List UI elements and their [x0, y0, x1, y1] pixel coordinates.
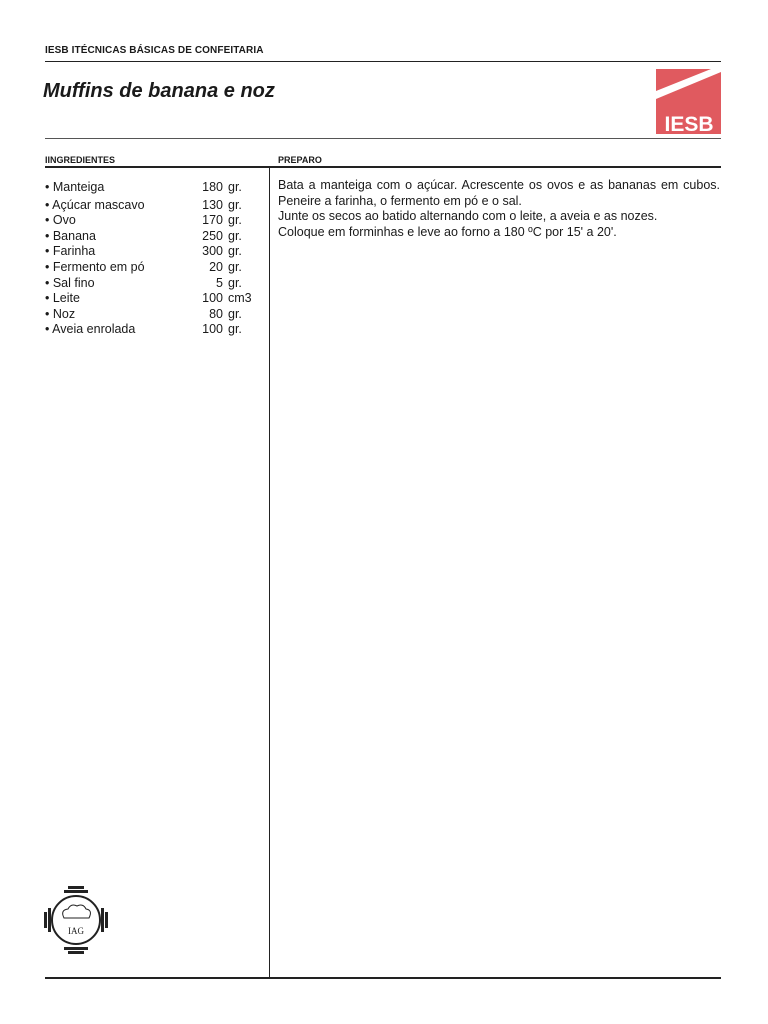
ingredient-item — [45, 180, 265, 196]
recipe-title: Muffins de banana e noz — [43, 80, 275, 102]
preparation-step: Coloque em forminhas e leve ao forno a 180 ºC por 15' a 20'. — [278, 224, 617, 239]
ingredient-unit: gr. — [228, 259, 242, 274]
preparation-text — [278, 178, 720, 240]
header-divider — [45, 61, 721, 62]
title-divider — [45, 138, 721, 139]
ingredient-unit: gr. — [228, 275, 242, 290]
ingredient-item — [45, 213, 265, 229]
column-divider — [269, 166, 270, 978]
iag-seal-logo — [42, 884, 110, 956]
ingredient-unit: gr. — [228, 197, 242, 212]
ingredient-name: • Banana — [45, 228, 96, 243]
preparation-step: Peneire a farinha, o fermento em pó e o sal. — [278, 193, 522, 208]
ingredient-item — [45, 260, 265, 276]
ingredient-unit: gr. — [228, 322, 242, 337]
preparation-heading: PREPARO — [278, 155, 322, 165]
iesb-logo — [656, 69, 721, 134]
ingredient-unit: gr. — [228, 306, 242, 321]
ingredient-item — [45, 307, 265, 323]
ingredient-qty: 180 — [202, 180, 223, 194]
preparation-step: Bata a manteiga com o açúcar. Acrescente os ovos e as bananas em cubos. — [278, 178, 720, 192]
ingredient-name: • Açúcar mascavo — [45, 197, 145, 212]
ingredient-qty: 170 — [202, 213, 223, 228]
ingredient-item — [45, 291, 265, 307]
ingredient-qty: 80 — [209, 306, 223, 321]
ingredient-name: • Leite — [45, 291, 80, 306]
svg-text:IAG: IAG — [68, 926, 84, 936]
column-header-divider — [45, 166, 721, 168]
ingredient-name: • Manteiga — [45, 180, 105, 194]
ingredient-name: • Farinha — [45, 244, 96, 259]
ingredient-name: • Aveia enrolada — [45, 322, 136, 337]
ingredient-item — [45, 322, 265, 338]
ingredient-item — [45, 276, 265, 292]
svg-text:IESB: IESB — [664, 113, 714, 134]
document-header-label: IESB ITÉCNICAS BÁSICAS DE CONFEITARIA — [45, 45, 264, 56]
ingredient-name: • Ovo — [45, 213, 76, 228]
ingredients-list — [45, 180, 265, 338]
ingredient-item — [45, 229, 265, 245]
ingredient-unit: cm3 — [228, 291, 252, 306]
ingredient-unit: gr. — [228, 213, 242, 228]
footer-divider — [45, 977, 721, 979]
ingredient-item — [45, 244, 265, 260]
ingredient-qty: 20 — [209, 259, 223, 274]
ingredient-qty: 130 — [202, 197, 223, 212]
preparation-step: Junte os secos ao batido alternando com o leite, a aveia e as nozes. — [278, 209, 658, 224]
ingredient-name: • Fermento em pó — [45, 259, 145, 274]
ingredient-name: • Sal fino — [45, 275, 95, 290]
ingredient-qty: 300 — [202, 244, 223, 259]
ingredient-qty: 100 — [202, 291, 223, 306]
ingredients-heading: IINGREDIENTES — [45, 155, 116, 165]
ingredient-qty: 5 — [216, 275, 223, 290]
ingredient-qty: 100 — [202, 322, 223, 337]
ingredient-unit: gr. — [228, 180, 242, 194]
ingredient-item — [45, 198, 265, 214]
ingredient-name: • Noz — [45, 306, 76, 321]
ingredient-unit: gr. — [228, 228, 242, 243]
ingredient-qty: 250 — [202, 228, 223, 243]
ingredient-unit: gr. — [228, 244, 242, 259]
